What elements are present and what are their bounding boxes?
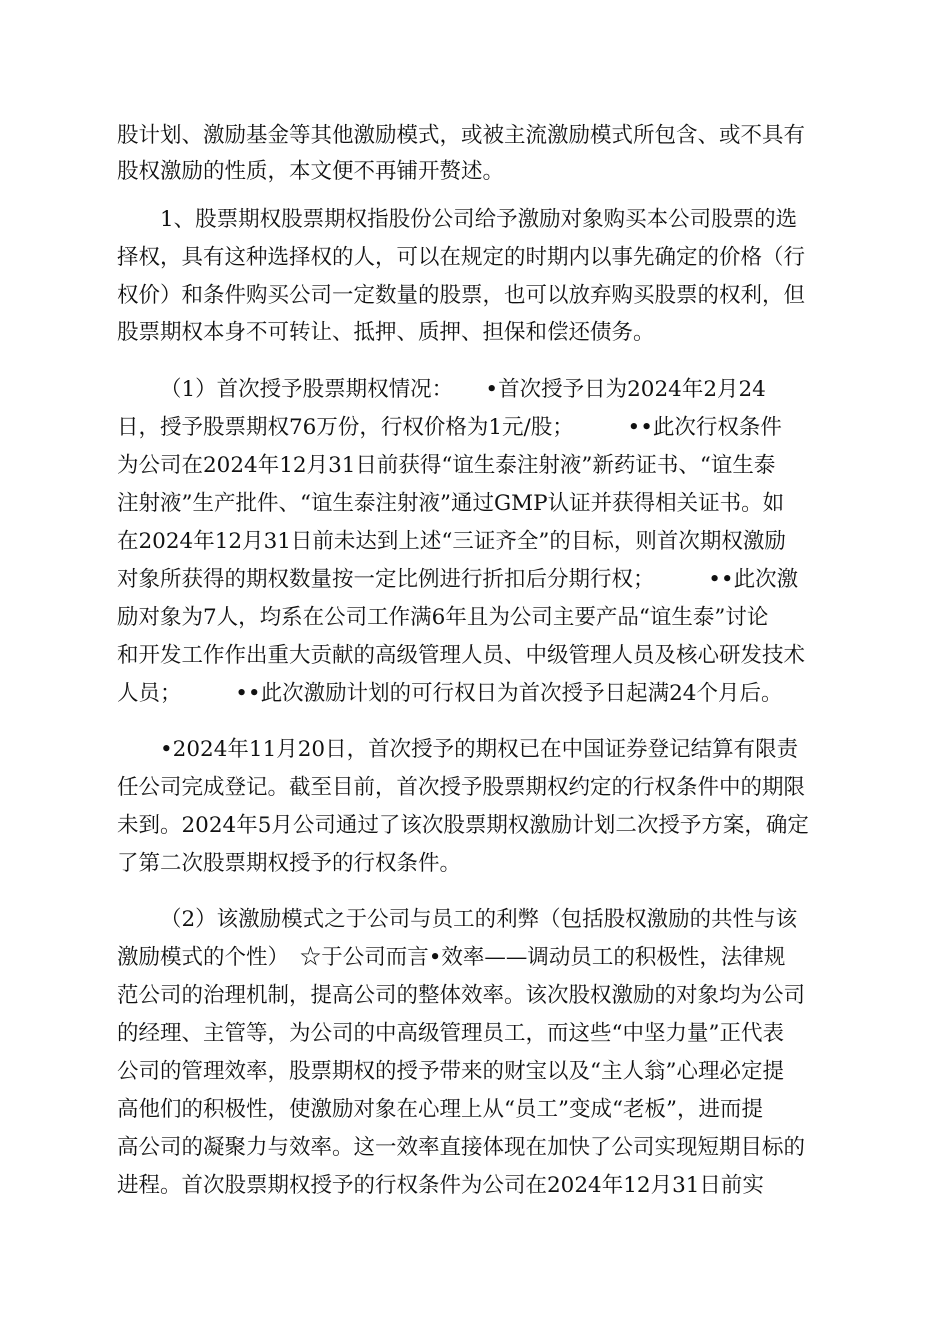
text-line: 的经理、主管等，为公司的中高级管理员工，而这些“中坚力量”正代表 [117,1021,784,1046]
text-line: 1、股票期权股票期权指股份公司给予激励对象购买本公司股票的选 [160,207,798,232]
text-line: 权价）和条件购买公司一定数量的股票，也可以放弃购买股票的权利，但 [117,283,806,308]
text-line: 未到。2024年5月公司通过了该次股票期权激励计划二次授予方案，确定 [117,813,809,838]
text-line: 为公司在2024年12月31日前获得“谊生泰注射液”新药证书、“谊生泰 [117,453,776,478]
text-line: 高他们的积极性，使激励对象在心理上从“员工”变成“老板”，进而提 [117,1097,763,1122]
text-line: 股计划、激励基金等其他激励模式，或被主流激励模式所包含、或不具有 [117,123,806,148]
text-line: 股票期权本身不可转让、抵押、质押、担保和偿还债务。 [117,320,655,345]
text-line: 人员； ••此次激励计划的可行权日为首次授予日起满24个月后。 [117,681,783,706]
text-line: （2）该激励模式之于公司与员工的利弊（包括股权激励的共性与该 [160,907,798,932]
text-line: 注射液”生产批件、“谊生泰注射液”通过GMP认证并获得相关证书。如 [117,491,785,516]
text-line: 和开发工作作出重大贡献的高级管理人员、中级管理人员及核心研发技术 [117,643,806,668]
text-line: 日，授予股票期权76万份，行权价格为1元/股； ••此次行权条件 [117,415,782,440]
text-line: 择权，具有这种选择权的人，可以在规定的时期内以事先确定的价格（行 [117,245,806,270]
text-line: 公司的管理效率，股票期权的授予带来的财宝以及“主人翁”心理必定提 [117,1059,784,1084]
text-line: 激励模式的个性） ☆于公司而言•效率——调动员工的积极性，法律规 [117,945,786,970]
text-line: （1）首次授予股票期权情况： •首次授予日为2024年2月24 [160,377,766,402]
text-line: 对象所获得的期权数量按一定比例进行折扣后分期行权； ••此次激 [117,567,799,592]
text-line: 任公司完成登记。截至目前，首次授予股票期权约定的行权条件中的期限 [117,775,806,800]
text-line: 励对象为7人，均系在公司工作满6年且为公司主要产品“谊生泰”讨论 [117,605,769,630]
text-line: 了第二次股票期权授予的行权条件。 [117,851,462,876]
text-line: 范公司的治理机制，提高公司的整体效率。该次股权激励的对象均为公司 [117,983,806,1008]
text-line: 股权激励的性质，本文便不再铺开赘述。 [117,159,505,184]
text-line: 在2024年12月31日前未达到上述“三证齐全”的目标，则首次期权激励 [117,529,786,554]
text-line: •2024年11月20日，首次授予的期权已在中国证券登记结算有限责 [160,737,799,762]
text-line: 进程。首次股票期权授予的行权条件为公司在2024年12月31日前实 [117,1173,764,1198]
text-line: 高公司的凝聚力与效率。这一效率直接体现在加快了公司实现短期目标的 [117,1135,806,1160]
